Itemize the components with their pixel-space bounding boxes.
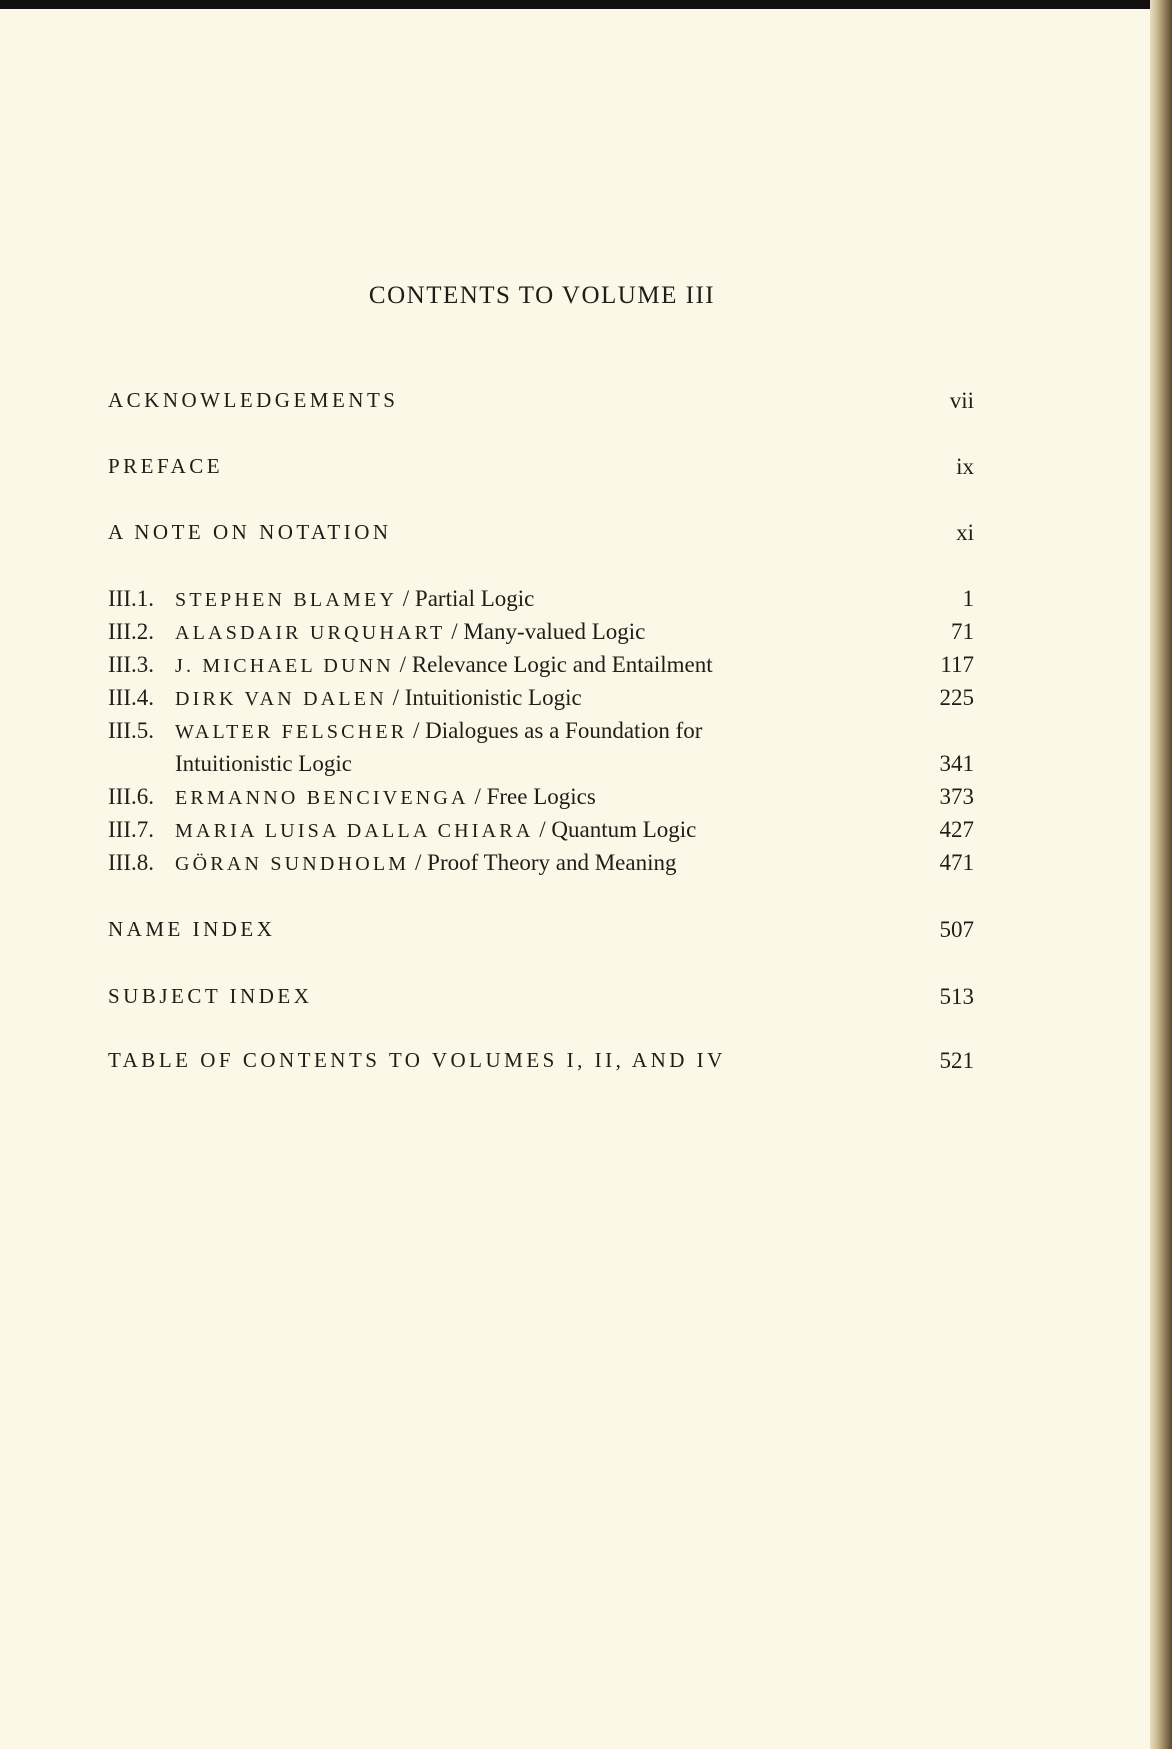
toc-entry-page: 521 xyxy=(939,1048,974,1073)
chapter-title: Many-valued Logic xyxy=(463,619,646,644)
chapter-heading xyxy=(175,846,676,881)
chapter-page: 71 xyxy=(951,619,974,644)
toc-entry-title: A NOTE ON NOTATION xyxy=(108,520,392,544)
toc-entry-title: TABLE OF CONTENTS TO VOLUMES I, II, AND IV xyxy=(108,1048,726,1072)
toc-entry-page: ix xyxy=(956,454,974,479)
toc-entry-page: vii xyxy=(949,388,974,413)
chapter-title: Partial Logic xyxy=(414,586,535,611)
chapter-title-continuation: Intuitionistic Logic xyxy=(175,751,352,776)
page-top-edge xyxy=(0,0,1172,9)
chapter-separator: / xyxy=(409,850,428,875)
chapter-heading xyxy=(175,648,713,683)
chapter-separator: / xyxy=(386,685,405,710)
chapter-separator: / xyxy=(533,817,552,842)
chapter-heading xyxy=(175,714,702,749)
chapter-number: III.4. xyxy=(108,685,154,710)
chapter-author: ERMANNO BENCIVENGA xyxy=(175,787,469,809)
chapter-title: Relevance Logic and Entailment xyxy=(411,652,713,677)
contents-heading: CONTENTS TO VOLUME III xyxy=(368,282,716,309)
chapter-separator: / xyxy=(397,586,415,611)
chapter-title: Free Logics xyxy=(486,784,596,809)
toc-entry-title: PREFACE xyxy=(108,454,224,478)
chapter-heading xyxy=(175,615,645,650)
chapter-heading xyxy=(175,582,534,617)
page-right-edge xyxy=(1150,0,1172,1749)
chapter-page: 471 xyxy=(939,850,974,875)
chapter-page: 427 xyxy=(939,817,974,842)
chapter-author: STEPHEN BLAMEY xyxy=(175,589,398,611)
chapter-page: 1 xyxy=(962,586,974,611)
chapter-separator: / xyxy=(393,652,412,677)
chapter-title: Intuitionistic Logic xyxy=(404,685,582,710)
chapter-number: III.7. xyxy=(108,817,154,842)
toc-entry-title: ACKNOWLEDGEMENTS xyxy=(108,388,399,412)
chapter-author: ALASDAIR URQUHART xyxy=(175,622,446,644)
chapter-page: 373 xyxy=(939,784,974,809)
chapter-number: III.8. xyxy=(108,850,154,875)
chapter-title: Proof Theory and Meaning xyxy=(427,850,677,875)
chapter-number: III.6. xyxy=(108,784,154,809)
chapter-separator: / xyxy=(407,718,426,743)
chapter-separator: / xyxy=(445,619,464,644)
chapter-author: J. MICHAEL DUNN xyxy=(175,655,394,677)
chapter-page: 341 xyxy=(939,751,974,776)
chapter-number: III.2. xyxy=(108,619,154,644)
chapter-title: Dialogues as a Foundation for xyxy=(425,718,703,743)
chapter-page: 225 xyxy=(939,685,974,710)
toc-entry-page: xi xyxy=(956,520,974,545)
chapter-number: III.3. xyxy=(108,652,154,677)
chapter-author: DIRK VAN DALEN xyxy=(175,688,387,710)
toc-entry-page: 513 xyxy=(939,984,974,1009)
chapter-author: WALTER FELSCHER xyxy=(175,721,408,743)
toc-entry-page: 507 xyxy=(939,917,974,942)
chapter-page: 117 xyxy=(940,652,974,677)
chapter-heading xyxy=(175,780,596,815)
chapter-author: GÖRAN SUNDHOLM xyxy=(175,853,410,875)
chapter-separator: / xyxy=(468,784,487,809)
chapter-author: MARIA LUISA DALLA CHIARA xyxy=(175,820,534,842)
chapter-heading xyxy=(175,681,582,716)
chapter-heading xyxy=(175,813,696,848)
chapter-title: Quantum Logic xyxy=(551,817,697,842)
toc-entry-title: SUBJECT INDEX xyxy=(108,984,313,1008)
toc-chapter-5 xyxy=(108,714,974,780)
chapter-number: III.5. xyxy=(108,718,154,743)
toc-entry-title: NAME INDEX xyxy=(108,917,276,941)
chapter-number: III.1. xyxy=(108,586,154,611)
